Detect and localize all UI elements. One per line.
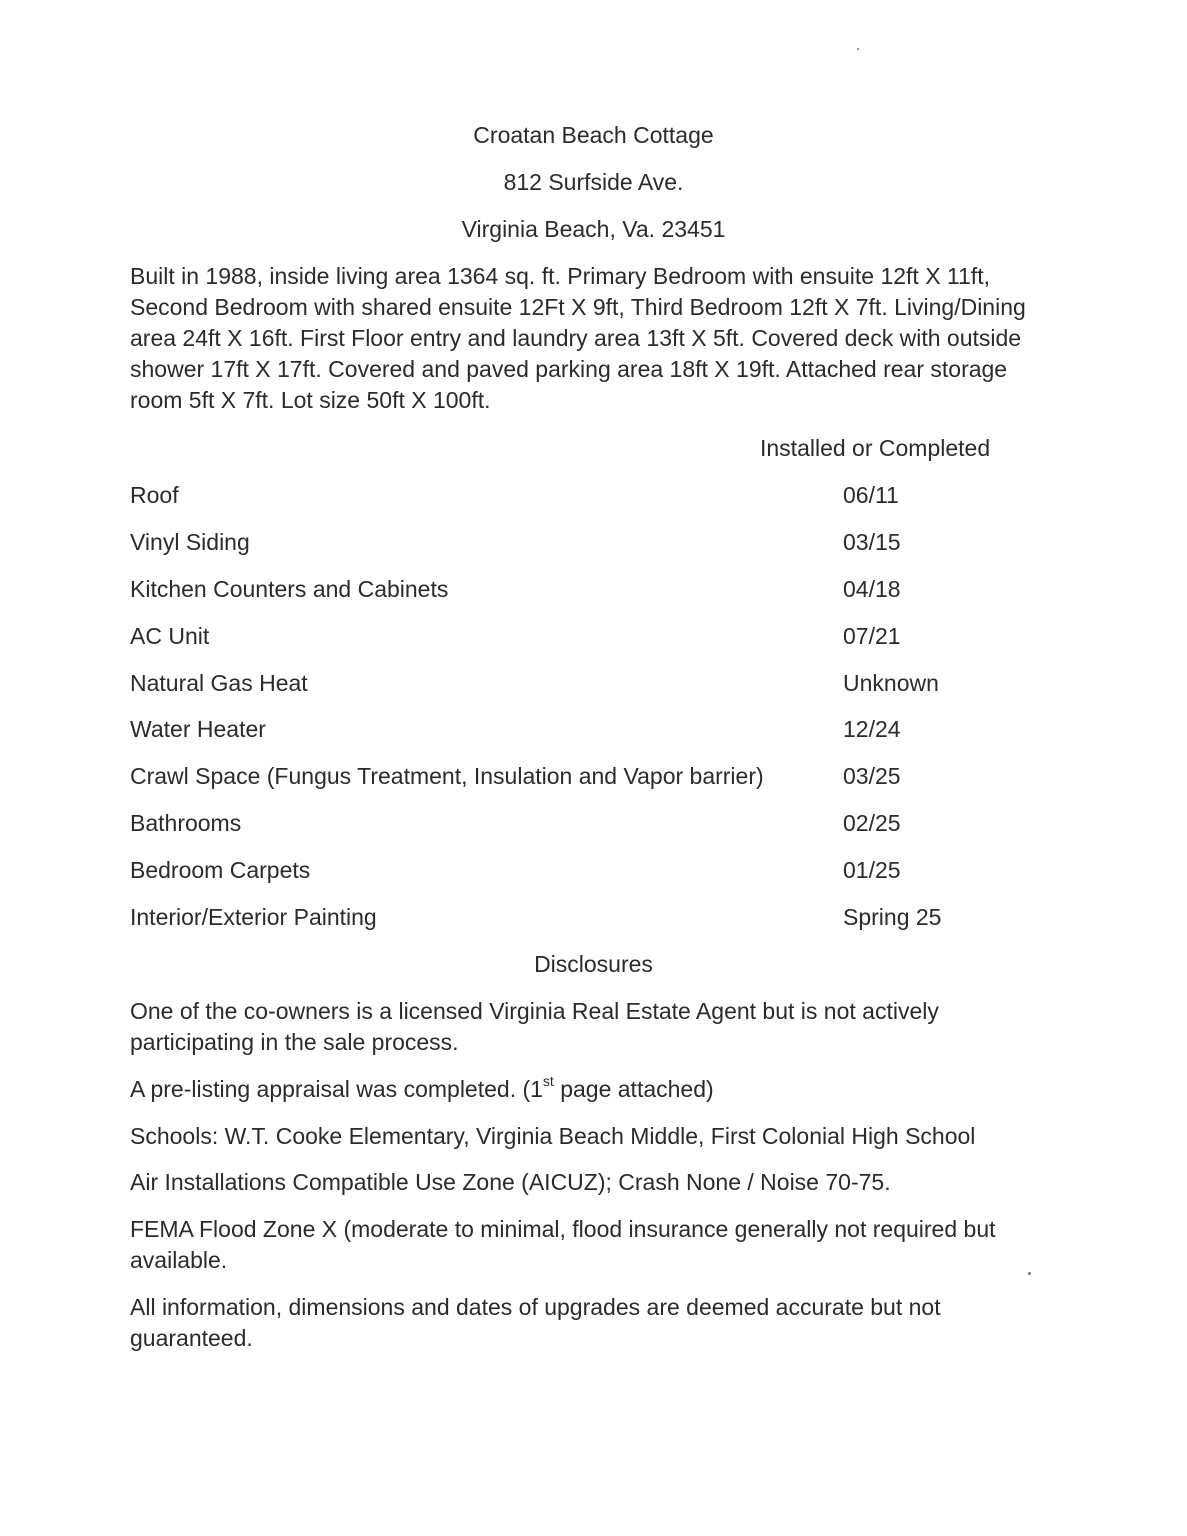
- upgrade-label: Bathrooms: [130, 810, 242, 836]
- appraisal-superscript: st: [542, 1073, 554, 1090]
- upgrade-date: Unknown: [843, 670, 939, 696]
- disclosure-aicuz: Air Installations Compatible Use Zone (AICUZ); Crash None / Noise 70-75.: [130, 1169, 891, 1195]
- upgrade-label: Roof: [130, 482, 179, 508]
- upgrade-date: 02/25: [843, 810, 901, 836]
- upgrade-date: 12/24: [843, 716, 901, 742]
- upgrade-date: Spring 25: [843, 904, 942, 930]
- upgrade-label: Kitchen Counters and Cabinets: [130, 576, 449, 602]
- disclosure-agent: One of the co-owners is a licensed Virginia Real Estate Agent but is not actively participating in the sale process.: [130, 998, 939, 1055]
- upgrade-label: Natural Gas Heat: [130, 670, 308, 696]
- city-state-zip: Virginia Beach, Va. 23451: [461, 216, 726, 242]
- upgrade-label: Bedroom Carpets: [130, 857, 311, 883]
- upgrade-label: AC Unit: [130, 623, 210, 649]
- upgrade-date: 01/25: [843, 857, 901, 883]
- disclosure-appraisal: [130, 1074, 714, 1105]
- upgrade-label: Water Heater: [130, 716, 266, 742]
- property-description: Built in 1988, inside living area 1364 sq. ft. Primary Bedroom with ensuite 12ft X 11ft, Second Bedroom with shared ensuite 12Ft X 9ft, Third Bedroom 12ft X 7ft. Living/Dining area 24ft X 16ft. First Floor entry and laundry area 13ft X 5ft. Covered deck with outside shower 17ft X 17ft. Covered and paved parking area 18ft X 19ft. Attached rear storage room 5ft X 7ft. Lot size 50ft X 100ft.: [130, 263, 1026, 413]
- disclosure-accuracy: All information, dimensions and dates of upgrades are deemed accurate but not guaranteed.: [130, 1294, 941, 1351]
- appraisal-text: A pre-listing appraisal was completed. (1: [130, 1076, 543, 1102]
- appraisal-text-end: page attached): [553, 1076, 714, 1102]
- disclosures-heading: Disclosures: [534, 951, 653, 977]
- upgrade-date: 03/15: [843, 529, 901, 555]
- upgrade-date: 03/25: [843, 763, 901, 789]
- upgrades-column-header: Installed or Completed: [760, 435, 991, 461]
- upgrade-date: 06/11: [843, 482, 899, 508]
- scan-speck: [857, 48, 859, 50]
- upgrade-date: 07/21: [843, 623, 901, 649]
- upgrade-label: Vinyl Siding: [130, 529, 250, 555]
- document-title: Croatan Beach Cottage: [473, 122, 714, 148]
- upgrade-label: Interior/Exterior Painting: [130, 904, 377, 930]
- street-address: 812 Surfside Ave.: [503, 169, 684, 195]
- upgrade-label: Crawl Space (Fungus Treatment, Insulation and Vapor barrier): [130, 763, 764, 789]
- disclosure-schools: Schools: W.T. Cooke Elementary, Virginia Beach Middle, First Colonial High School: [130, 1123, 976, 1149]
- upgrade-date: 04/18: [843, 576, 901, 602]
- disclosure-flood-zone: FEMA Flood Zone X (moderate to minimal, flood insurance generally not required but available.: [130, 1216, 996, 1273]
